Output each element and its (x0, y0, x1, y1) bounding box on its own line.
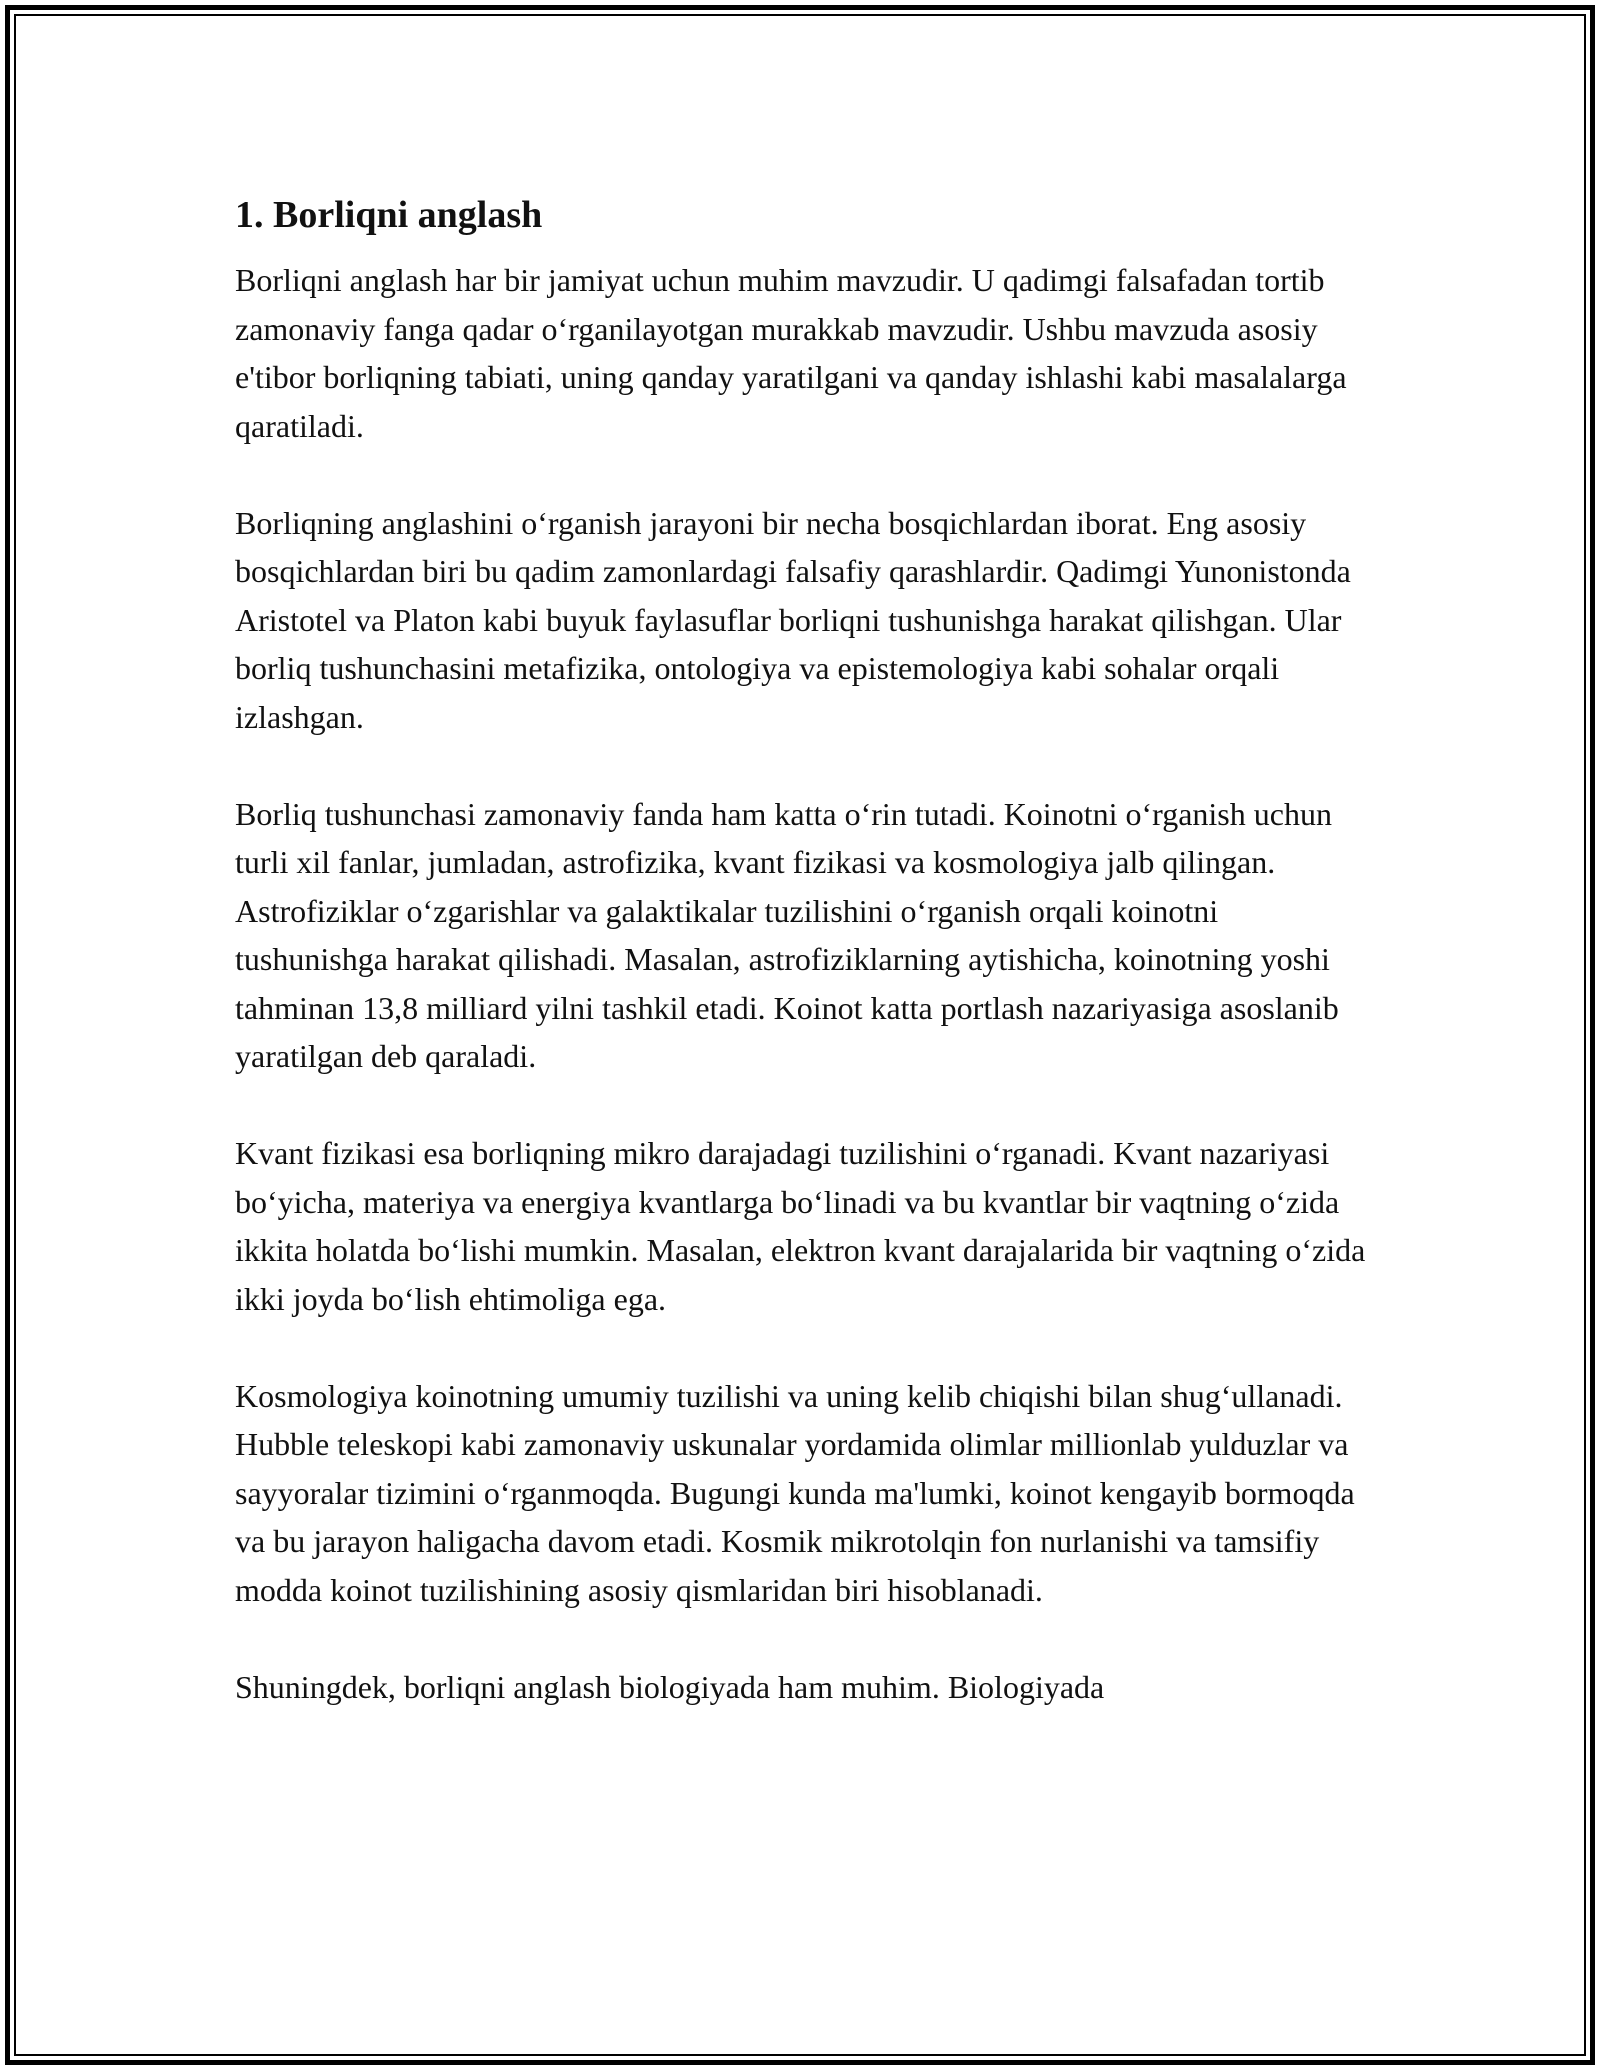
paragraph-2: Borliqning anglashini o‘rganish jarayoni bir necha bosqichlardan iborat. Eng asosiy bosqichlardan biri bu qadim zamonlardagi falsafiy qarashlardir. Qadimgi Yunonistonda Aristotel va Platon kabi buyuk faylasuflar borliqni tushunishga harakat qilishgan. Ular borliq tushunchasini metafizika, ontologiya va epistemologiya kabi sohalar orqali izlashgan. (235, 504, 1351, 735)
section-heading: 1. Borliqni anglash (235, 194, 543, 236)
paragraph-3: Borliq tushunchasi zamonaviy fanda ham katta o‘rin tutadi. Koinotni o‘rganish uchun turli xil fanlar, jumladan, astrofizika, kvant fizikasi va kosmologiya jalb qilingan. Astrofiziklar o‘zgarishlar va galaktikalar tuzilishini o‘rganish orqali koinotni tushunishga harakat qilishadi. Masalan, astrofiziklarning aytishicha, koinotning yoshi tahminan 13,8 milliard yilni tashkil etadi. Koinot katta portlash nazariyasiga asoslanib yaratilgan deb qaraladi. (235, 795, 1339, 1074)
paragraph-4: Kvant fizikasi esa borliqning mikro darajadagi tuzilishini o‘rganadi. Kvant nazariyasi bo‘yicha, materiya va energiya kvantlarga bo‘linadi va bu kvantlar bir vaqtning o‘zida ikkita holatda bo‘lishi mumkin. Masalan, elektron kvant darajalarida bir vaqtning o‘zida ikki joyda bo‘lish ehtimoliga ega. (235, 1135, 1366, 1317)
document-body (235, 188, 1375, 1760)
paragraph-6: Shuningdek, borliqni anglash biologiyada ham muhim. Biologiyada (235, 1668, 1105, 1705)
paragraph-5: Kosmologiya koinotning umumiy tuzilishi va uning kelib chiqishi bilan shug‘ullanadi. Hubble teleskopi kabi zamonaviy uskunalar yordamida olimlar millionlab yulduzlar va sayyoralar tizimini o‘rganmoqda. Bugungi kunda ma'lumki, koinot kengayib bormoqda va bu jarayon haligacha davom etadi. Kosmik mikrotolqin fon nurlanishi va tamsifiy modda koinot tuzilishining asosiy qismlaridan biri hisoblanadi. (235, 1377, 1355, 1608)
paragraph-1: Borliqni anglash har bir jamiyat uchun muhim mavzudir. U qadimgi falsafadan tortib zamonaviy fanga qadar o‘rganilayotgan murakkab mavzudir. Ushbu mavzuda asosiy e'tibor borliqning tabiati, uning qanday yaratilgani va qanday ishlashi kabi masalalarga qaratiladi. (235, 262, 1347, 444)
